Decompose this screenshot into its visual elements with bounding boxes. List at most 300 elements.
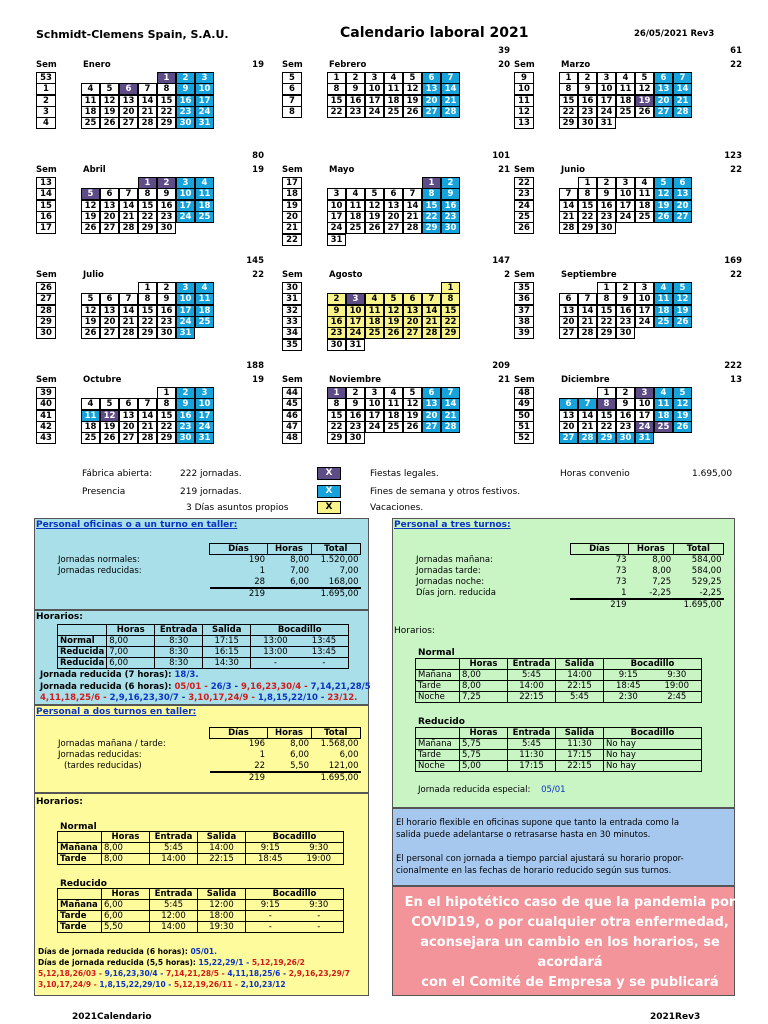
presencia-value: 219 jornadas. [180, 487, 242, 497]
month-working-days: 2 [504, 270, 510, 280]
day-cell: 24 [365, 106, 384, 118]
day-cell: 2 [441, 177, 460, 189]
day-cell: 13 [384, 200, 403, 212]
day-cell: 20 [422, 410, 441, 422]
day-cell: 6 [422, 387, 441, 399]
day-cell: 26 [403, 106, 422, 118]
week-number: 17 [36, 222, 56, 234]
day-cell: 20 [119, 421, 138, 433]
day-cell: 21 [119, 316, 138, 328]
week-header: Sem [36, 165, 57, 175]
week-number: 43 [36, 432, 56, 444]
day-cell: 22 [597, 421, 616, 433]
day-cell: 21 [119, 211, 138, 223]
month-name: Octubre [83, 375, 122, 385]
legend-box-vacaciones: X [317, 501, 341, 514]
month-enero [36, 60, 276, 150]
month-octubre [36, 361, 276, 465]
day-cell: 17 [327, 211, 346, 223]
day-cell: 22 [157, 106, 176, 118]
table-row: Tarde 8,00 14:00 22:15 18:45 19:00 [58, 854, 344, 865]
day-cell: 16 [176, 95, 195, 107]
day-cell: 26 [81, 222, 100, 234]
day-cell: 7 [441, 387, 460, 399]
month-name: Agosto [329, 270, 363, 280]
day-cell: 27 [559, 432, 578, 444]
day-cell: 11 [635, 188, 654, 200]
day-cell: 22 [157, 421, 176, 433]
day-cell: 29 [157, 432, 176, 444]
day-cell: 28 [119, 222, 138, 234]
table-row: Jornadas noche: 73 7,25 529,25 [416, 577, 722, 587]
table-row: Normal 8,00 8:30 17:15 13:00 13:45 [58, 636, 349, 647]
asuntos-propios: 3 Días asuntos propios [186, 503, 289, 513]
day-cell: 26 [365, 222, 384, 234]
day-cell: 1 [441, 282, 460, 294]
day-cell: 16 [157, 200, 176, 212]
week-number: 8 [282, 106, 302, 118]
day-cell: 22 [138, 211, 157, 223]
day-cell: 31 [635, 432, 654, 444]
week-number: 40 [36, 398, 56, 410]
day-cell: 19 [635, 95, 654, 107]
day-cell: 1 [578, 177, 597, 189]
day-cell: 28 [441, 421, 460, 433]
day-cell: 11 [654, 398, 673, 410]
day-cell: 27 [654, 106, 673, 118]
day-cell: 27 [100, 222, 119, 234]
day-cell: 4 [384, 387, 403, 399]
day-cell: 29 [559, 117, 578, 129]
day-cell: 5 [673, 387, 692, 399]
day-cell: 14 [578, 410, 597, 422]
day-cell: 3 [346, 293, 365, 305]
day-cell: 23 [327, 327, 346, 339]
day-cell: 7 [138, 398, 157, 410]
day-cell: 6 [559, 398, 578, 410]
day-cell: 18 [365, 316, 384, 328]
day-cell: 18 [384, 410, 403, 422]
day-cell: 8 [597, 293, 616, 305]
day-cell: 19 [403, 410, 422, 422]
fabrica-label: Fábrica abierta: [82, 469, 153, 479]
day-cell: 18 [195, 305, 214, 317]
day-cell: 10 [195, 83, 214, 95]
day-cell: 8 [138, 188, 157, 200]
day-cell: 16 [597, 200, 616, 212]
day-cell: 23 [157, 211, 176, 223]
day-cell: 11 [616, 83, 635, 95]
table-row: Jornadas reducidas: 1 7,00 7,00 [58, 566, 359, 576]
day-cell: 1 [157, 72, 176, 84]
day-cell: 26 [403, 421, 422, 433]
month-name: Junio [561, 165, 586, 175]
day-cell: 9 [578, 83, 597, 95]
month-cumulative-count: 61 [730, 46, 742, 56]
week-number: 36 [514, 293, 534, 305]
day-cell: 22 [327, 106, 346, 118]
month-cumulative-count: 101 [492, 151, 510, 161]
day-cell: 11 [384, 398, 403, 410]
day-cell: 23 [616, 421, 635, 433]
week-number: 46 [282, 410, 302, 422]
day-cell: 23 [346, 421, 365, 433]
day-cell: 13 [403, 305, 422, 317]
day-cell: 7 [422, 293, 441, 305]
day-cell: 23 [346, 106, 365, 118]
dos-turnos-note4: 3,10,17,24/9 - 1,8,15,22,29/10 - 5,12,19,26/11 - 2,10,23/12 [38, 980, 286, 989]
company-name: Schmidt-Clemens Spain, S.A.U. [36, 28, 229, 41]
day-cell: 11 [365, 305, 384, 317]
day-cell: 15 [157, 410, 176, 422]
day-cell: 17 [176, 305, 195, 317]
day-cell: 14 [441, 398, 460, 410]
week-number: 5 [282, 72, 302, 84]
revision-date: 26/05/2021 Rev3 [634, 29, 715, 39]
day-cell: 21 [578, 316, 597, 328]
horas-convenio-label: Horas convenio [560, 469, 630, 479]
day-cell: 27 [559, 327, 578, 339]
col-total: Total [311, 544, 360, 555]
week-number: 50 [514, 410, 534, 422]
week-number: 48 [282, 432, 302, 444]
day-cell: 30 [346, 432, 365, 444]
day-cell: 12 [81, 305, 100, 317]
week-number: 1 [36, 83, 56, 95]
day-cell: 25 [365, 327, 384, 339]
table-row: Jornadas mañana: 73 8,00 584,00 [416, 555, 722, 566]
day-cell: 5 [403, 387, 422, 399]
month-name: Marzo [561, 60, 591, 70]
month-diciembre [514, 361, 754, 465]
month-abril [36, 151, 276, 255]
day-cell: 17 [365, 410, 384, 422]
day-cell: 10 [176, 293, 195, 305]
day-cell: 26 [100, 432, 119, 444]
day-cell: 1 [422, 177, 441, 189]
day-cell: 9 [441, 188, 460, 200]
week-number: 48 [514, 387, 534, 399]
week-number: 51 [514, 421, 534, 433]
day-cell: 5 [365, 188, 384, 200]
month-cumulative-count: 209 [492, 361, 510, 371]
day-cell: 14 [403, 200, 422, 212]
week-number: 17 [282, 177, 302, 189]
day-cell: 23 [616, 316, 635, 328]
day-cell: 2 [157, 177, 176, 189]
day-cell: 18 [384, 95, 403, 107]
day-cell: 30 [327, 339, 346, 351]
day-cell: 12 [100, 95, 119, 107]
legend-box-festivas: X [317, 467, 341, 480]
day-cell: 8 [441, 293, 460, 305]
day-cell: 4 [195, 177, 214, 189]
month-working-days: 22 [730, 270, 742, 280]
week-header: Sem [514, 270, 535, 280]
day-cell: 12 [673, 293, 692, 305]
day-cell: 15 [327, 410, 346, 422]
day-cell: 3 [176, 282, 195, 294]
day-cell: 14 [673, 83, 692, 95]
day-cell: 19 [673, 305, 692, 317]
day-cell: 6 [119, 83, 138, 95]
day-cell: 9 [597, 188, 616, 200]
day-cell: 24 [327, 222, 346, 234]
col-horas: Horas [267, 544, 311, 555]
day-cell: 14 [119, 200, 138, 212]
table-row: Jornadas tarde: 73 8,00 584,00 [416, 566, 722, 576]
day-cell: 24 [176, 316, 195, 328]
day-cell: 31 [176, 327, 195, 339]
day-cell: 3 [616, 177, 635, 189]
table-row: Mañana 8,00 5:45 14:00 9:15 9:30 [416, 670, 702, 681]
week-header: Sem [514, 375, 535, 385]
week-number: 44 [282, 387, 302, 399]
day-cell: 23 [597, 211, 616, 223]
day-cell: 12 [100, 410, 119, 422]
day-cell: 29 [597, 327, 616, 339]
legend-vacaciones: Vacaciones. [370, 503, 424, 513]
month-junio [514, 151, 754, 255]
day-cell: 16 [157, 305, 176, 317]
day-cell: 19 [365, 211, 384, 223]
dos-turnos-note3: 5,12,18,26/03 - 9,16,23,30/4 - 7,14,21,28/5 - 4,11,18,25/6 - 2,9,16,23,29/7 [38, 969, 350, 978]
day-cell: 8 [327, 83, 346, 95]
day-cell: 23 [441, 211, 460, 223]
day-cell: 31 [195, 117, 214, 129]
day-cell: 18 [635, 200, 654, 212]
month-noviembre [282, 361, 522, 465]
week-header: Sem [282, 60, 303, 70]
week-number: 6 [282, 83, 302, 95]
week-number: 24 [514, 200, 534, 212]
day-cell: 7 [119, 188, 138, 200]
day-cell: 6 [559, 293, 578, 305]
day-cell: 10 [365, 398, 384, 410]
month-cumulative-count: 80 [252, 151, 264, 161]
day-cell: 17 [195, 410, 214, 422]
day-cell: 26 [673, 421, 692, 433]
day-cell: 5 [654, 177, 673, 189]
day-cell: 5 [81, 188, 100, 200]
day-cell: 26 [81, 327, 100, 339]
month-working-days: 20 [498, 60, 510, 70]
month-working-days: 22 [730, 165, 742, 175]
footer-left: 2021Calendario [72, 1012, 152, 1022]
day-cell: 19 [81, 316, 100, 328]
day-cell: 5 [673, 282, 692, 294]
day-cell: 2 [616, 282, 635, 294]
day-cell: 20 [100, 211, 119, 223]
table-row: Tarde 8,00 14:00 22:15 18:45 19:00 [416, 681, 702, 692]
day-cell: 5 [403, 72, 422, 84]
week-number: 21 [282, 222, 302, 234]
day-cell: 4 [195, 282, 214, 294]
day-cell: 14 [578, 305, 597, 317]
dos-turnos-note1: Días de jornada reducida (6 horas): 05/01. [38, 947, 217, 956]
day-cell: 31 [195, 432, 214, 444]
week-number: 3 [36, 106, 56, 118]
table-row: Jornadas mañana / tarde: 196 8,00 1.568,00 [58, 739, 359, 750]
dos-turnos-reducido-label: Reducido [60, 879, 107, 889]
day-cell: 19 [384, 316, 403, 328]
day-cell: 27 [384, 222, 403, 234]
day-cell: 11 [384, 83, 403, 95]
week-number: 41 [36, 410, 56, 422]
day-cell: 7 [559, 188, 578, 200]
week-number: 26 [514, 222, 534, 234]
tres-turnos-reducido-label: Reducido [418, 717, 465, 727]
day-cell: 13 [119, 95, 138, 107]
day-cell: 1 [559, 72, 578, 84]
table-row: Mañana 6,00 5:45 12:00 9:15 9:30 [58, 900, 344, 911]
oficinas-horarios-table: Horas Entrada Salida Bocadillo Normal 8,00 8:30 17:15 13:00 13:45 Reducida 7,00 8:30 16:15 13:00 13:45 Reducida 6,00 8:30 14:30 - - [57, 624, 349, 669]
dos-turnos-normal-label: Normal [60, 822, 97, 832]
week-number: 15 [36, 200, 56, 212]
dos-turnos-reducido-table: Horas Entrada Salida Bocadillo Mañana 6,00 5:45 12:00 9:15 9:30 Tarde 6,00 12:00 18:00 - - Tarde 5,50 14:00 19:30 - - [57, 888, 344, 933]
week-header: Sem [282, 270, 303, 280]
day-cell: 25 [635, 211, 654, 223]
week-number: 30 [282, 282, 302, 294]
week-number: 45 [282, 398, 302, 410]
day-cell: 25 [384, 106, 403, 118]
day-cell: 25 [195, 211, 214, 223]
day-cell: 31 [327, 234, 346, 246]
day-cell: 11 [195, 293, 214, 305]
info-line-3: El personal con jornada a tiempo parcial ajustará su horario propor- [396, 854, 684, 864]
week-header: Sem [36, 375, 57, 385]
day-cell: 26 [635, 106, 654, 118]
day-cell: 14 [138, 95, 157, 107]
week-number: 28 [36, 305, 56, 317]
day-cell: 1 [138, 177, 157, 189]
week-number: 37 [514, 305, 534, 317]
week-number: 12 [514, 106, 534, 118]
day-cell: 9 [327, 305, 346, 317]
day-cell: 25 [654, 316, 673, 328]
day-cell: 21 [578, 421, 597, 433]
day-cell: 8 [597, 398, 616, 410]
week-number: 13 [36, 177, 56, 189]
week-number: 35 [282, 339, 302, 351]
day-cell: 10 [346, 305, 365, 317]
day-cell: 25 [654, 421, 673, 433]
day-cell: 27 [119, 117, 138, 129]
day-cell: 22 [441, 316, 460, 328]
day-cell: 16 [346, 95, 365, 107]
day-cell: 3 [597, 72, 616, 84]
day-cell: 16 [616, 410, 635, 422]
fabrica-value: 222 jornadas. [180, 469, 242, 479]
day-cell: 15 [138, 305, 157, 317]
day-cell: 17 [635, 410, 654, 422]
month-working-days: 21 [498, 375, 510, 385]
day-cell: 23 [157, 316, 176, 328]
tres-turnos-horarios-label: Horarios: [394, 626, 435, 636]
day-cell: 12 [635, 83, 654, 95]
day-cell: 18 [654, 410, 673, 422]
month-name: Mayo [329, 165, 355, 175]
day-cell: 19 [673, 410, 692, 422]
day-cell: 31 [597, 117, 616, 129]
table-row: Mañana 8,00 5:45 14:00 9:15 9:30 [58, 843, 344, 854]
day-cell: 28 [119, 327, 138, 339]
day-cell: 12 [384, 305, 403, 317]
day-cell: 6 [384, 188, 403, 200]
day-cell: 15 [441, 305, 460, 317]
day-cell: 21 [138, 106, 157, 118]
week-header: Sem [36, 270, 57, 280]
month-name: Febrero [329, 60, 367, 70]
day-cell: 2 [578, 72, 597, 84]
reducida-6h: Jornada reducida (6 horas): 05/01 - 26/3 - 9,16,23,30/4 - 7,14,21,28/5 [40, 682, 371, 692]
day-cell: 28 [138, 117, 157, 129]
day-cell: 10 [365, 83, 384, 95]
day-cell: 16 [327, 316, 346, 328]
day-cell: 22 [422, 211, 441, 223]
day-cell: 19 [654, 200, 673, 212]
day-cell: 11 [346, 200, 365, 212]
day-cell: 22 [578, 211, 597, 223]
day-cell: 11 [654, 293, 673, 305]
day-cell: 27 [422, 106, 441, 118]
day-cell: 21 [559, 211, 578, 223]
month-working-days: 22 [730, 60, 742, 70]
month-cumulative-count: 169 [724, 256, 742, 266]
day-cell: 20 [403, 316, 422, 328]
day-cell: 12 [673, 398, 692, 410]
day-cell: 6 [422, 72, 441, 84]
week-number: 9 [514, 72, 534, 84]
day-cell: 9 [176, 83, 195, 95]
day-cell: 7 [138, 83, 157, 95]
day-cell: 22 [597, 316, 616, 328]
day-cell: 9 [346, 83, 365, 95]
day-cell: 25 [346, 222, 365, 234]
day-cell: 15 [559, 95, 578, 107]
day-cell: 8 [559, 83, 578, 95]
day-cell: 30 [157, 327, 176, 339]
day-cell: 6 [403, 293, 422, 305]
day-cell: 10 [327, 200, 346, 212]
day-cell: 15 [597, 305, 616, 317]
day-cell: 20 [422, 95, 441, 107]
day-cell: 9 [346, 398, 365, 410]
day-cell: 18 [616, 95, 635, 107]
month-cumulative-count: 188 [246, 361, 264, 371]
day-cell: 21 [138, 421, 157, 433]
day-cell: 2 [176, 387, 195, 399]
day-cell: 20 [100, 316, 119, 328]
day-cell: 24 [195, 421, 214, 433]
day-cell: 25 [195, 316, 214, 328]
table-row: Jornadas reducidas: 1 6,00 6,00 [58, 750, 359, 760]
day-cell: 4 [365, 293, 384, 305]
month-mayo [282, 151, 522, 255]
day-cell: 28 [578, 432, 597, 444]
day-cell: 14 [559, 200, 578, 212]
day-cell: 30 [578, 117, 597, 129]
day-cell: 12 [654, 188, 673, 200]
day-cell: 6 [673, 177, 692, 189]
day-cell: 3 [365, 387, 384, 399]
month-name: Diciembre [561, 375, 610, 385]
week-number: 7 [282, 95, 302, 107]
month-working-days: 19 [252, 375, 264, 385]
day-cell: 21 [673, 95, 692, 107]
info-line-2: salida puede adelantarse o retrasarse hasta en 30 minutos. [396, 830, 651, 840]
day-cell: 4 [654, 282, 673, 294]
